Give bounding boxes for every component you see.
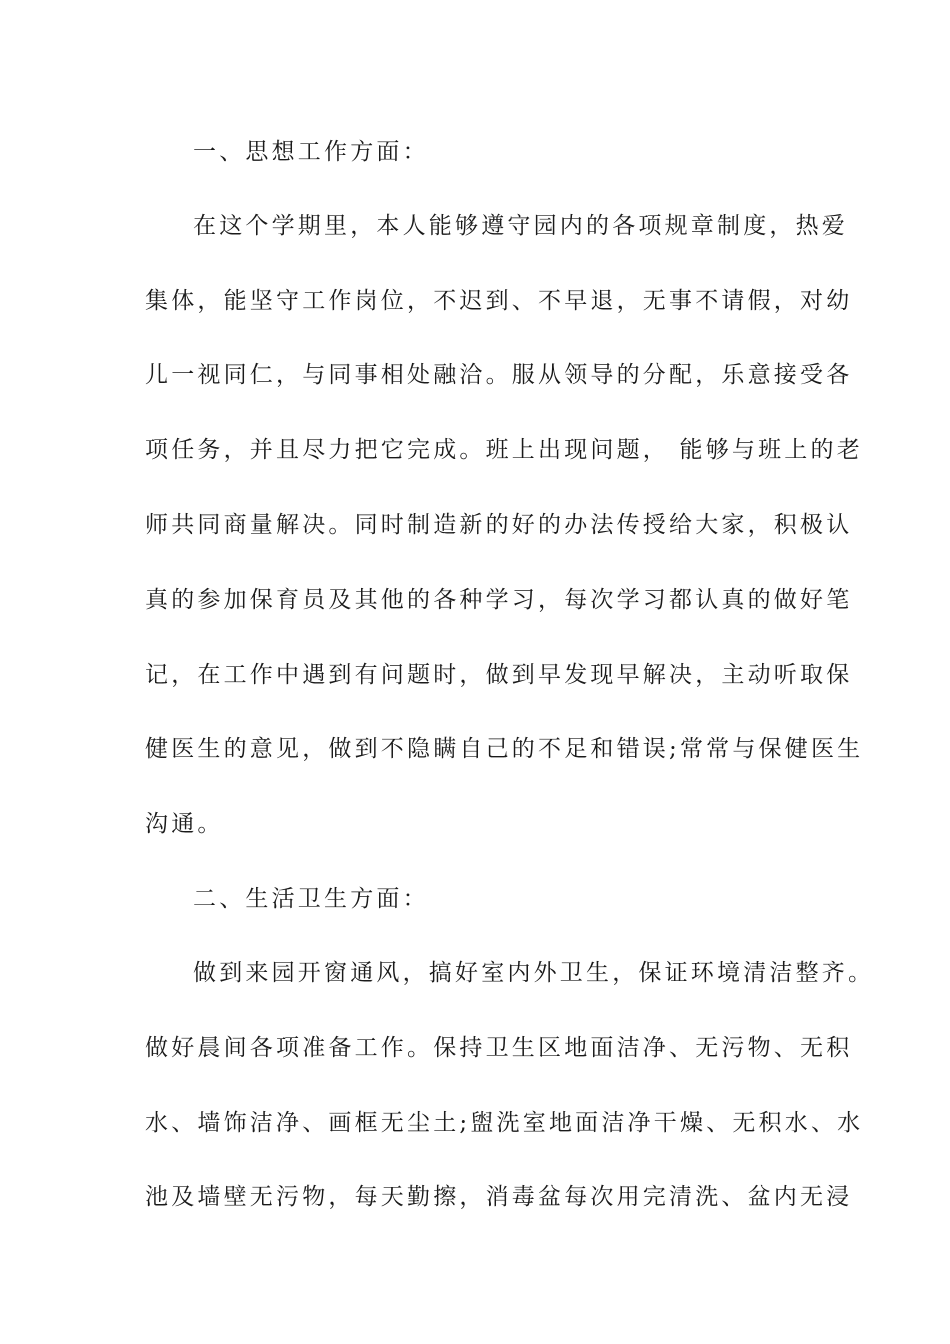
paragraph-line: 项任务，并且尽力把它完成。班上出现问题， 能够与班上的老 [145,437,863,463]
paragraph-line: 记，在工作中遇到有问题时，做到早发现早解决，主动听取保 [145,662,853,688]
paragraph-line: 水、墙饰洁净、画框无尘土;盥洗室地面洁净干燥、无积水、水 [145,1110,864,1136]
section-heading-hygiene: 二、生活卫生方面： [193,886,429,912]
paragraph-line: 师共同商量解决。同时制造新的好的办法传授给大家，积极认 [145,512,853,538]
paragraph-line: 在这个学期里，本人能够遵守园内的各项规章制度，热爱 [193,213,848,239]
paragraph-line: 儿一视同仁，与同事相处融洽。服从领导的分配，乐意接受各 [145,362,853,388]
paragraph-line: 集体，能坚守工作岗位，不迟到、不早退，无事不请假，对幼 [145,288,853,314]
paragraph-line: 做好晨间各项准备工作。保持卫生区地面洁净、无污物、无积 [145,1035,853,1061]
paragraph-line: 做到来园开窗通风，搞好室内外卫生，保证环境清洁整齐。 [193,960,875,986]
paragraph-line: 池及墙壁无污物，每天勤擦，消毒盆每次用完清洗、盆内无浸 [145,1184,853,1210]
paragraph-line: 真的参加保育员及其他的各种学习，每次学习都认真的做好笔 [145,587,853,613]
paragraph-line: 沟通。 [145,811,224,837]
paragraph-line: 健医生的意见，做到不隐瞒自己的不足和错误;常常与保健医生 [145,736,864,762]
section-heading-thought-work: 一、思想工作方面： [193,139,429,165]
